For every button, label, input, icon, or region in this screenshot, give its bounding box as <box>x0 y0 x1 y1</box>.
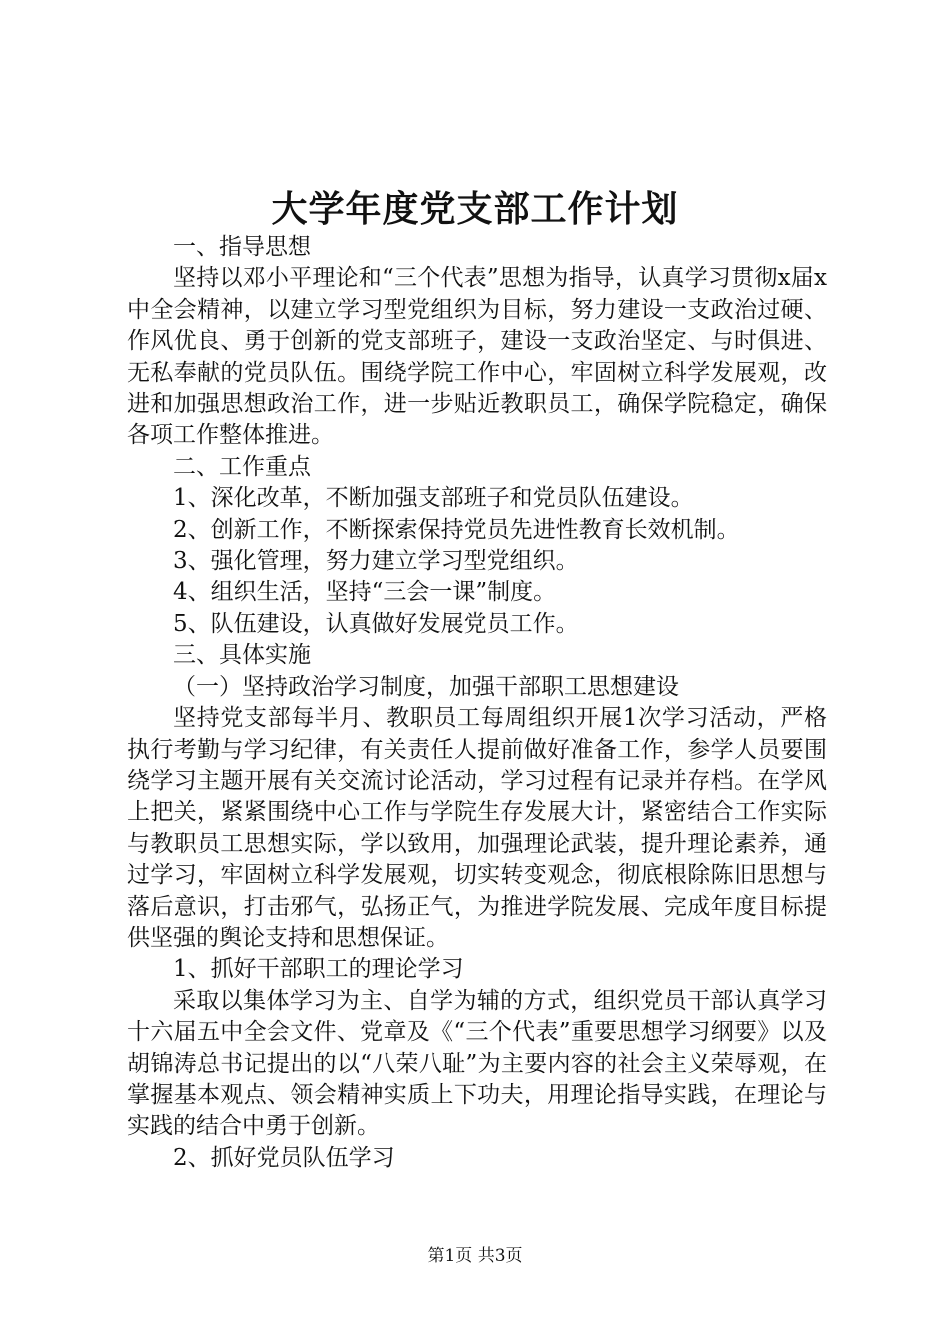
list-item: 2、创新工作，不断探索保持党员先进性教育长效机制。 <box>173 516 740 543</box>
paragraph: 坚持以邓小平理论和“三个代表”思想为指导，认真学习贯彻x届x中全会精神，以建立学习型党组织为目标，努力建设一支政治过硬、作风优良、勇于创新的党支部班子，建设一支政治坚定、与时俱进、无私奉献的党员队伍。围绕学院工作中心，牢固树立科学发展观，改进和加强思想政治工作，进一步贴近教职员工，确保学院稳定，确保各项工作整体推进。 <box>127 265 827 449</box>
document-title: 大学年度党支部工作计划 <box>271 188 679 230</box>
subsection-heading: 2、抓好党员队伍学习 <box>173 1144 395 1171</box>
subsection-heading: 1、抓好干部职工的理论学习 <box>173 956 464 983</box>
list-item: 1、深化改革，不断加强支部班子和党员队伍建设。 <box>173 485 694 512</box>
page-number: 第1页 共3页 <box>427 1246 523 1266</box>
list-item: 3、强化管理，努力建立学习型党组织。 <box>173 548 579 575</box>
list-item: 4、组织生活，坚持“三会一课”制度。 <box>173 579 557 606</box>
section-heading: 三、具体实施 <box>173 642 311 669</box>
list-item: 5、队伍建设，认真做好发展党员工作。 <box>173 610 579 637</box>
paragraph: 坚持党支部每半月、教职员工每周组织开展1次学习活动，严格执行考勤与学习纪律，有关责任人提前做好准备工作，参学人员要围绕学习主题开展有关交流讨论活动，学习过程有记录并存档。在学风上把关，紧紧围绕中心工作与学院生存发展大计，紧密结合工作实际与教职员工思想实际，学以致用，加强理论武装，提升理论素养，通过学习，牢固树立科学发展观，切实转变观念，彻底根除陈旧思想与落后意识，打击邪气，弘扬正气，为推进学院发展、完成年度目标提供坚强的舆论支持和思想保证。 <box>127 705 827 951</box>
document-body <box>127 232 827 1174</box>
section-heading: 一、指导思想 <box>173 234 311 260</box>
paragraph: 采取以集体学习为主、自学为辅的方式，组织党员干部认真学习十六届五中全会文件、党章及《“三个代表”重要思想学习纲要》以及胡锦涛总书记提出的以“八荣八耻”为主要内容的社会主义荣辱观，在掌握基本观点、领会精神实质上下功夫，用理论指导实践，在理论与实践的结合中勇于创新。 <box>127 987 827 1140</box>
subsection-heading: （一）坚持政治学习制度，加强干部职工思想建设 <box>173 673 679 700</box>
section-heading: 二、工作重点 <box>173 453 311 480</box>
